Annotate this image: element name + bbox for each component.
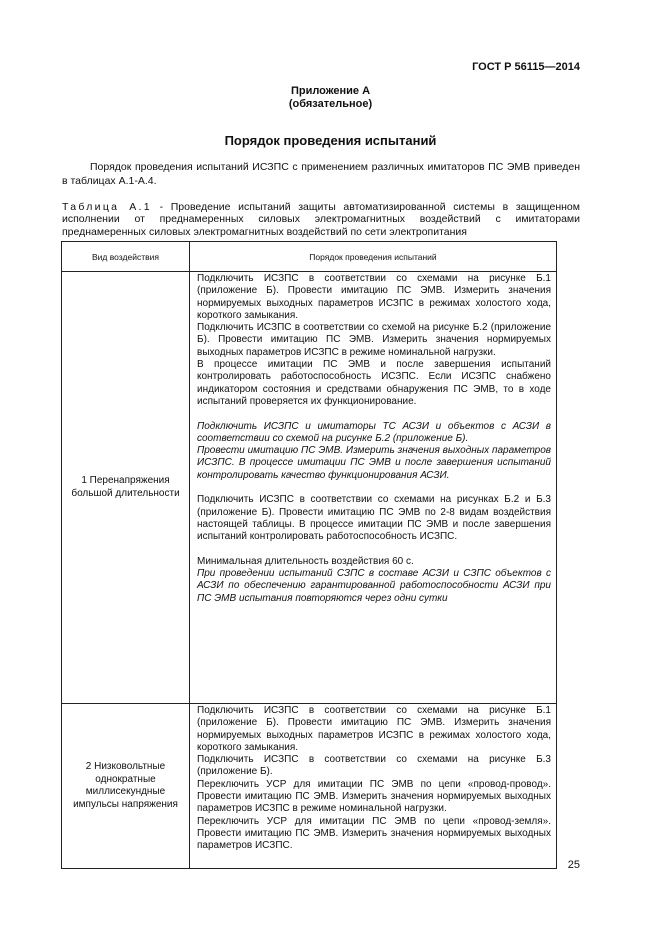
- table-caption-text: - Проведение испытаний защиты автоматизированной системы в защищенном исполнении от преднамеренных силовых электромагнитных воздействий с имитаторами преднамеренных силовых электромагнитных воздействий по сети электропитания: [62, 201, 580, 238]
- impact-kind-cell: [62, 704, 190, 869]
- column-header-procedure: Порядок проведения испытаний: [190, 242, 557, 272]
- impact-kind-cell: [62, 272, 190, 704]
- test-procedure-table: [61, 241, 557, 869]
- standard-number: ГОСТ Р 56115—2014: [472, 61, 580, 73]
- procedure-step: Подключить ИСЗПС в соответствии со схемами на рисунке Б.1 (приложение Б). Провести имитацию ПС ЭМВ. Измерить значения нормируемых выходных параметров ИСЗПС в режимах холостого хода, короткого замыкания.: [197, 273, 551, 321]
- appendix-title: Приложение А: [290, 85, 371, 97]
- table-caption-label: Таблица А.1: [62, 201, 152, 213]
- procedure-step: При проведении испытаний СЗПС в составе АСЗИ и СЗПС объектов с АСЗИ по обеспечению гарантированной работоспособности АСЗИ при ПС ЭМВ испытания повторяются через одни сутки: [197, 568, 551, 604]
- procedure-step: Подключить ИСЗПС и имитаторы ТС АСЗИ и объектов с АСЗИ в соответствии со схемой на рисунке Б.2 (приложение Б).: [197, 420, 551, 444]
- intro-paragraph: Порядок проведения испытаний ИСЗПС с применением различных имитаторов ПС ЭМВ приведен в таблицах А.1-А.4.: [62, 161, 580, 187]
- table-row: [62, 704, 557, 869]
- appendix-status: (обязательное): [288, 98, 373, 110]
- table-header-row: [62, 242, 557, 272]
- procedure-step: Подключить ИСЗПС в соответствии со схемами на рисунке Б.3 (приложение Б).: [197, 754, 551, 778]
- table-row: [62, 272, 557, 704]
- impact-kind: 1 Перенапряжения большой длительности: [71, 475, 180, 499]
- procedure-step: Провести имитацию ПС ЭМВ. Измерить значения выходных параметров ИСЗПС. В процессе имитации ПС ЭМВ и после завершения испытаний контролировать качество функционирования АСЗИ.: [197, 445, 551, 481]
- column-header-kind: Вид воздействия: [62, 242, 190, 272]
- procedure-step: Переключить УСР для имитации ПС ЭМВ по цепи «провод-земля». Провести имитацию ПС ЭМВ. Измерить значения нормируемых выходных параметров ИСЗПС.: [197, 815, 551, 852]
- section-title: Порядок проведения испытаний: [224, 133, 437, 148]
- procedure-cell: [190, 704, 557, 869]
- table-caption: [62, 201, 580, 238]
- procedure-step: В процессе имитации ПС ЭМВ и после завершения испытаний контролировать работоспособность ИСЗПС. Если ИСЗПС снабжено индикатором состояния и средствами обнаружения ПС ЭМВ, то в ходе испытаний проверяется их функционирование.: [197, 359, 551, 407]
- impact-kind: 2 Низковольтные однократные миллисекундные импульсы напряжения: [73, 761, 178, 810]
- procedure-step: Подключить ИСЗПС в соответствии со схемами на рисунках Б.2 и Б.3 (приложение Б). Провести имитацию ПС ЭМВ по 2-8 видам воздействия настоящей таблицы. В процессе имитации ПС ЭМВ и после завершения испытаний контролировать работоспособность ИСЗПС.: [197, 494, 551, 543]
- procedure-step: Минимальная длительность воздействия 60 с.: [197, 555, 414, 567]
- procedure-step: Переключить УСР для имитации ПС ЭМВ по цепи «провод-провод». Провести имитацию ПС ЭМВ. Измерить значения нормируемых выходных параметров ИСЗПС в режиме номинальной нагрузки.: [197, 778, 551, 815]
- procedure-step: Подключить ИСЗПС в соответствии со схемами на рисунке Б.1 (приложение Б). Провести имитацию ПС ЭМВ. Измерить значения нормируемых выходных параметров ИСЗПС в режимах холостого хода, короткого замыкания.: [197, 705, 551, 753]
- page-number: 25: [567, 859, 580, 871]
- procedure-step: Подключить ИСЗПС в соответствии со схемой на рисунке Б.2 (приложение Б). Провести имитацию ПС ЭМВ. Измерить значения нормируемых выходных параметров ИСЗПС в режиме номинальной нагрузки.: [197, 322, 551, 358]
- procedure-cell: [190, 272, 557, 704]
